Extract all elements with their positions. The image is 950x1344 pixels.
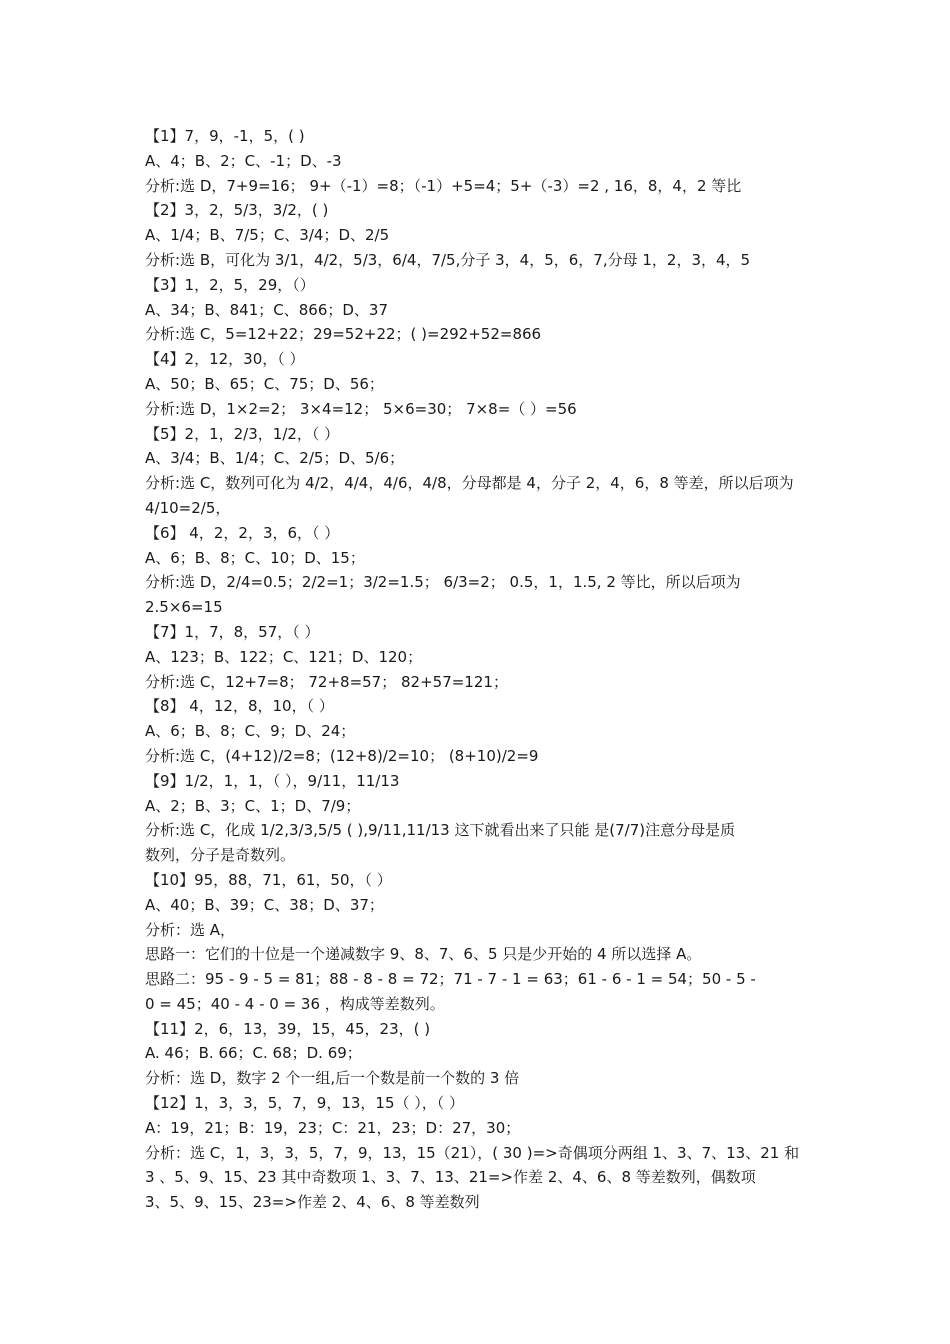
question-2-stem: 【2】3，2，5/3，3/2，( ) [145, 201, 329, 220]
question-9-options: A、2；B、3；C、1；D、7/9； [145, 796, 361, 815]
question-11-stem: 【11】2，6，13，39，15，45，23，( ) [145, 1019, 431, 1038]
question-12-analysis: 分析：选 C，1，3，3，5，7，9，13，15（21），( 30 )=>奇偶项分两组 1、3、7、13、21 和 [145, 1143, 800, 1162]
question-9-stem: 【9】1/2，1，1，（ ），9/11，11/13 [145, 771, 400, 790]
question-10-options: A、40；B、39；C、38；D、37； [145, 895, 384, 914]
question-9-analysis: 分析:选 C，化成 1/2,3/3,5/5 ( ),9/11,11/13 这下就看出来了只能 是(7/7)注意分母是质 [145, 821, 736, 840]
question-7-analysis: 分析:选 C，12+7=8； 72+8=57； 82+57=121； [145, 672, 508, 691]
question-10-approach-2-cont: 0 = 45；40 - 4 - 0 = 36 ，构成等差数列。 [145, 994, 445, 1013]
question-10-approach-1: 思路一：它们的十位是一个递减数字 9、8、7、6、5 只是少开始的 4 所以选择 A。 [145, 945, 702, 964]
document-page [145, 124, 810, 1215]
question-10-analysis: 分析：选 A， [145, 920, 236, 939]
question-3-stem: 【3】1，2，5，29，（） [145, 275, 315, 294]
question-12-analysis-cont: 3 、5、9、15、23 其中奇数项 1、3、7、13、21=>作差 2、4、6、8 等差数列，偶数项 [145, 1168, 756, 1187]
question-6-options: A、6；B、8；C、10；D、15； [145, 548, 365, 567]
question-5-analysis-cont: 4/10=2/5， [145, 498, 231, 517]
question-5-analysis: 分析:选 C，数列可化为 4/2，4/4，4/6，4/8，分母都是 4，分子 2，4，6，8 等差，所以后项为 [145, 474, 794, 493]
question-6-analysis: 分析:选 D，2/4=0.5；2/2=1；3/2=1.5； 6/3=2； 0.5，1，1.5, 2 等比，所以后项为 [145, 573, 741, 592]
question-7-options: A、123；B、122；C、121；D、120； [145, 647, 423, 666]
question-12-analysis-cont-2: 3、5、9、15、23=>作差 2、4、6、8 等差数列 [145, 1193, 480, 1212]
question-4-options: A、50；B、65；C、75；D、56； [145, 374, 384, 393]
question-7-stem: 【7】1，7，8，57，（ ） [145, 622, 320, 641]
question-10-stem: 【10】95，88，71，61，50，（ ） [145, 870, 392, 889]
question-1-analysis: 分析:选 D，7+9=16； 9+（-1）=8；（-1）+5=4；5+（-3）=2 , 16，8，4，2 等比 [145, 176, 742, 195]
question-5-options: A、3/4；B、1/4；C、2/5；D、5/6； [145, 449, 405, 468]
question-6-analysis-cont: 2.5×6=15 [145, 598, 223, 617]
question-2-options: A、1/4；B、7/5；C、3/4；D、2/5 [145, 226, 390, 245]
question-12-options: A：19，21；B：19，23；C：21，23；D：27，30； [145, 1118, 521, 1137]
question-11-analysis: 分析：选 D，数字 2 个一组,后一个数是前一个数的 3 倍 [145, 1069, 520, 1088]
question-12-stem: 【12】1，3，3，5，7，9，13，15（ ），（ ） [145, 1094, 465, 1113]
question-3-analysis: 分析:选 C，5=12+22；29=52+22；( )=292+52=866 [145, 325, 542, 344]
question-3-options: A、34；B、841；C、866；D、37 [145, 300, 389, 319]
question-8-stem: 【8】 4，12，8，10，（ ） [145, 697, 334, 716]
question-4-analysis: 分析:选 D，1×2=2； 3×4=12； 5×6=30； 7×8=（ ）=56 [145, 399, 577, 418]
question-9-analysis-cont: 数列，分子是奇数列。 [145, 846, 296, 865]
question-1-stem: 【1】7，9，-1，5，( ) [145, 127, 305, 145]
question-11-options: A. 46；B. 66；C. 68；D. 69； [145, 1044, 362, 1063]
question-4-stem: 【4】2，12，30，（ ） [145, 350, 305, 369]
question-8-analysis: 分析:选 C，(4+12)/2=8；(12+8)/2=10； (8+10)/2=9 [145, 746, 539, 765]
question-8-options: A、6；B、8；C、9；D、24； [145, 722, 356, 741]
question-5-stem: 【5】2，1，2/3，1/2，（ ） [145, 424, 340, 443]
question-6-stem: 【6】 4，2，2，3，6，（ ） [145, 523, 340, 542]
question-10-approach-2: 思路二：95 - 9 - 5 = 81；88 - 8 - 8 = 72；71 - 7 - 1 = 63；61 - 6 - 1 = 54；50 - 5 - [145, 970, 756, 989]
question-2-analysis: 分析:选 B，可化为 3/1，4/2，5/3，6/4，7/5,分子 3，4，5，6，7,分母 1，2，3，4，5 [145, 250, 751, 269]
question-1-options: A、4；B、2；C、-1；D、-3 [145, 151, 342, 170]
